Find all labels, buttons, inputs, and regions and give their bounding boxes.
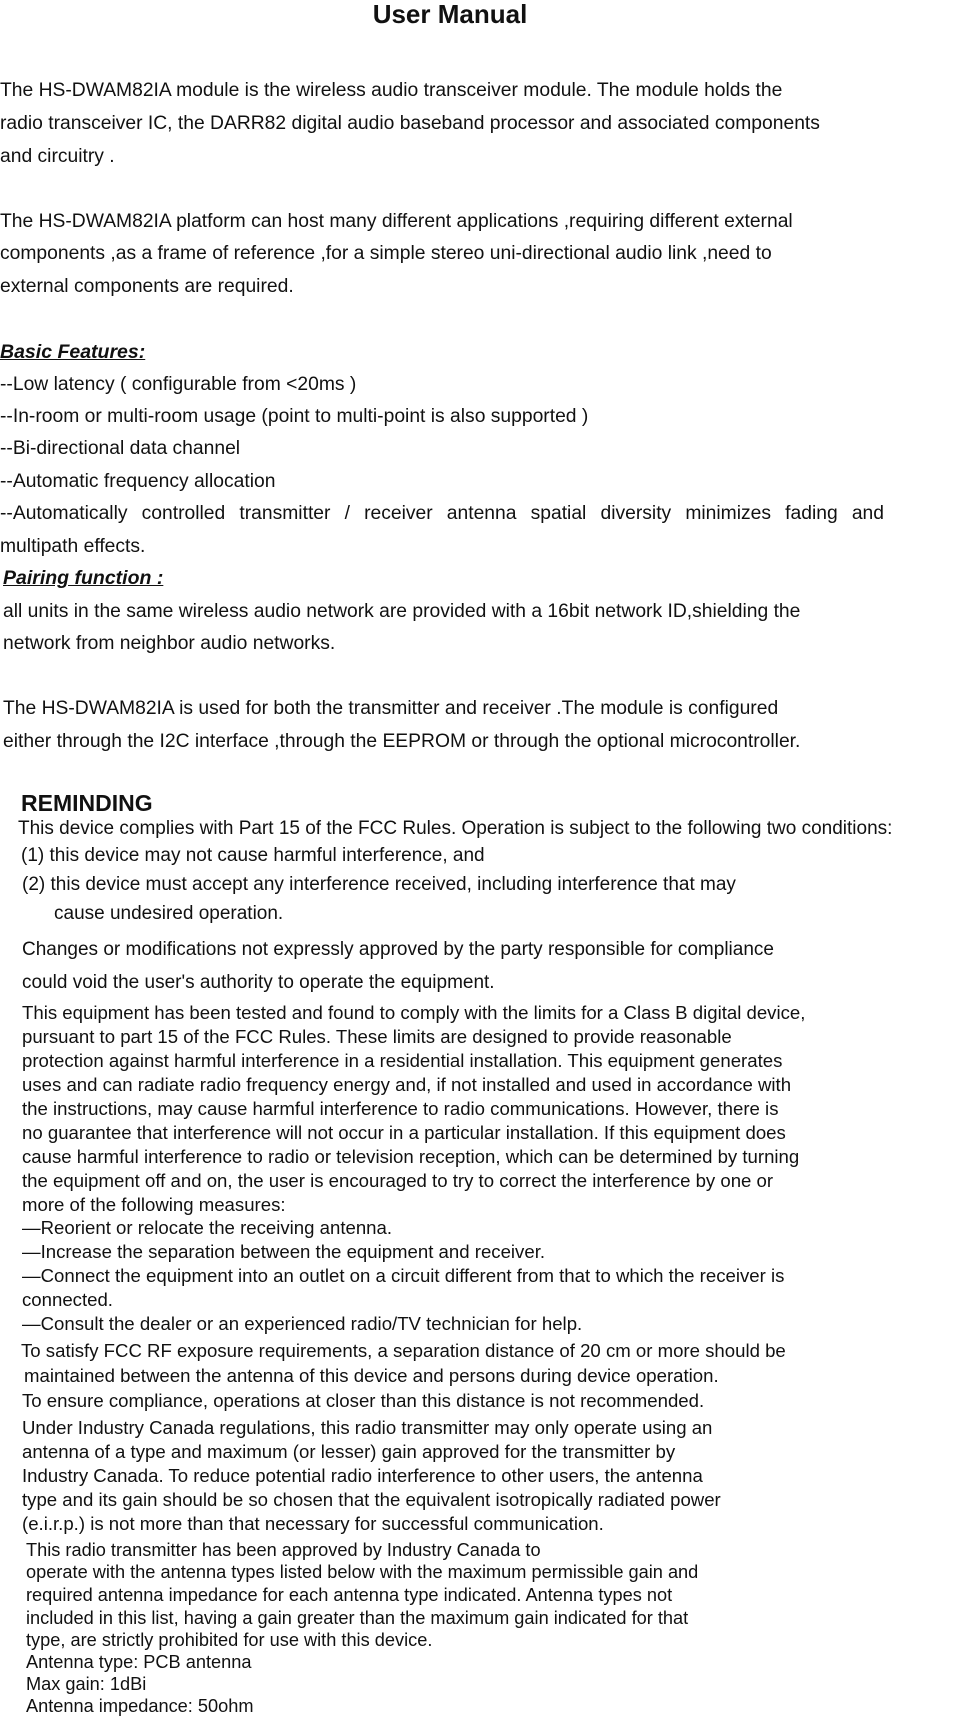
ic-approval-line: required antenna impedance for each antenna type indicated. Antenna types not <box>26 1585 673 1605</box>
feature-item: --In-room or multi-room usage (point to multi-point is also supported ) <box>0 406 589 427</box>
classb-line: the instructions, may cause harmful interference to radio communications. However, there is <box>22 1098 779 1119</box>
intro-para1-line3: and circuitry . <box>0 146 115 167</box>
rf-exposure-line: To satisfy FCC RF exposure requirements, a separation distance of 20 cm or more should be <box>21 1340 786 1361</box>
pairing-line1: all units in the same wireless audio network are provided with a 16bit network ID,shielding the <box>3 601 801 622</box>
antenna-impedance: Antenna impedance: 50ohm <box>26 1696 254 1716</box>
reminding-heading: REMINDING <box>21 790 153 816</box>
intro-para1-line2: radio transceiver IC, the DARR82 digital audio baseband processor and associated components <box>0 113 820 134</box>
feature-item: --Automatic frequency allocation <box>0 471 276 492</box>
measure-item: —Increase the separation between the equipment and receiver. <box>22 1241 546 1262</box>
ic-regulation-line: (e.i.r.p.) is not more than that necessary for successful communication. <box>22 1513 604 1534</box>
measure-item: —Consult the dealer or an experienced radio/TV technician for help. <box>22 1313 583 1334</box>
ic-regulation-line: type and its gain should be so chosen that the equivalent isotropically radiated power <box>22 1489 721 1510</box>
intro-para2-line3: external components are required. <box>0 276 294 297</box>
feature-item-continued: multipath effects. <box>0 536 146 557</box>
rf-exposure-line: To ensure compliance, operations at closer than this distance is not recommended. <box>22 1390 705 1411</box>
intro-para2-line2: components ,as a frame of reference ,for a simple stereo uni-directional audio link ,need to <box>0 243 772 264</box>
measure-item: —Reorient or relocate the receiving antenna. <box>22 1217 393 1238</box>
changes-line1: Changes or modifications not expressly approved by the party responsible for compliance <box>22 939 774 960</box>
ic-approval-line: This radio transmitter has been approved by Industry Canada to <box>26 1540 541 1560</box>
ic-approval-line: included in this list, having a gain greater than the maximum gain indicated for that <box>26 1608 689 1628</box>
intro-para2-line1: The HS-DWAM82IA platform can host many different applications ,requiring different external <box>0 211 793 232</box>
pairing-line2: network from neighbor audio networks. <box>3 633 336 654</box>
config-line2: either through the I2C interface ,through the EEPROM or through the optional microcontroller. <box>3 731 801 752</box>
antenna-max-gain: Max gain: 1dBi <box>26 1674 147 1694</box>
fcc-condition-2: (2) this device must accept any interference received, including interference that may <box>22 874 736 895</box>
classb-line: no guarantee that interference will not occur in a particular installation. If this equipment does <box>22 1122 786 1143</box>
antenna-type: Antenna type: PCB antenna <box>26 1652 252 1672</box>
classb-line: This equipment has been tested and found to comply with the limits for a Class B digital device, <box>22 1002 806 1023</box>
config-line1: The HS-DWAM82IA is used for both the transmitter and receiver .The module is configured <box>3 698 779 719</box>
classb-line: cause harmful interference to radio or television reception, which can be determined by turning <box>22 1146 800 1167</box>
ic-regulation-line: Under Industry Canada regulations, this radio transmitter may only operate using an <box>22 1417 713 1438</box>
measure-item-cont: connected. <box>22 1289 113 1310</box>
intro-para1-line1: The HS-DWAM82IA module is the wireless audio transceiver module. The module holds the <box>0 80 783 101</box>
classb-line: the equipment off and on, the user is encouraged to try to correct the interference by one or <box>22 1170 774 1191</box>
ic-approval-line: type, are strictly prohibited for use with this device. <box>26 1630 433 1650</box>
classb-line: pursuant to part 15 of the FCC Rules. These limits are designed to provide reasonable <box>22 1026 732 1047</box>
feature-item: --Bi-directional data channel <box>0 438 241 459</box>
fcc-condition-2-cont: cause undesired operation. <box>54 903 284 924</box>
ic-regulation-line: Industry Canada. To reduce potential radio interference to other users, the antenna <box>22 1465 703 1486</box>
changes-line2: could void the user's authority to operate the equipment. <box>22 972 495 993</box>
feature-item: --Automatically controlled transmitter / receiver antenna spatial diversity minimizes fading and <box>0 503 884 524</box>
pairing-heading: Pairing function : <box>3 567 164 589</box>
ic-regulation-line: antenna of a type and maximum (or lesser) gain approved for the transmitter by <box>22 1441 676 1462</box>
classb-line: more of the following measures: <box>22 1194 286 1215</box>
rf-exposure-line: maintained between the antenna of this device and persons during device operation. <box>24 1365 719 1386</box>
classb-line: uses and can radiate radio frequency energy and, if not installed and used in accordance with <box>22 1074 792 1095</box>
fcc-condition-1: (1) this device may not cause harmful interference, and <box>21 845 485 866</box>
basic-features-heading: Basic Features: <box>0 341 146 363</box>
ic-approval-line: operate with the antenna types listed below with the maximum permissible gain and <box>26 1562 699 1582</box>
page-title: User Manual <box>372 0 528 29</box>
fcc-intro: This device complies with Part 15 of the FCC Rules. Operation is subject to the following two conditions: <box>18 818 893 839</box>
measure-item: —Connect the equipment into an outlet on a circuit different from that to which the receiver is <box>22 1265 785 1286</box>
classb-line: protection against harmful interference in a residential installation. This equipment generates <box>22 1050 783 1071</box>
feature-item: --Low latency ( configurable from <20ms ) <box>0 374 357 395</box>
